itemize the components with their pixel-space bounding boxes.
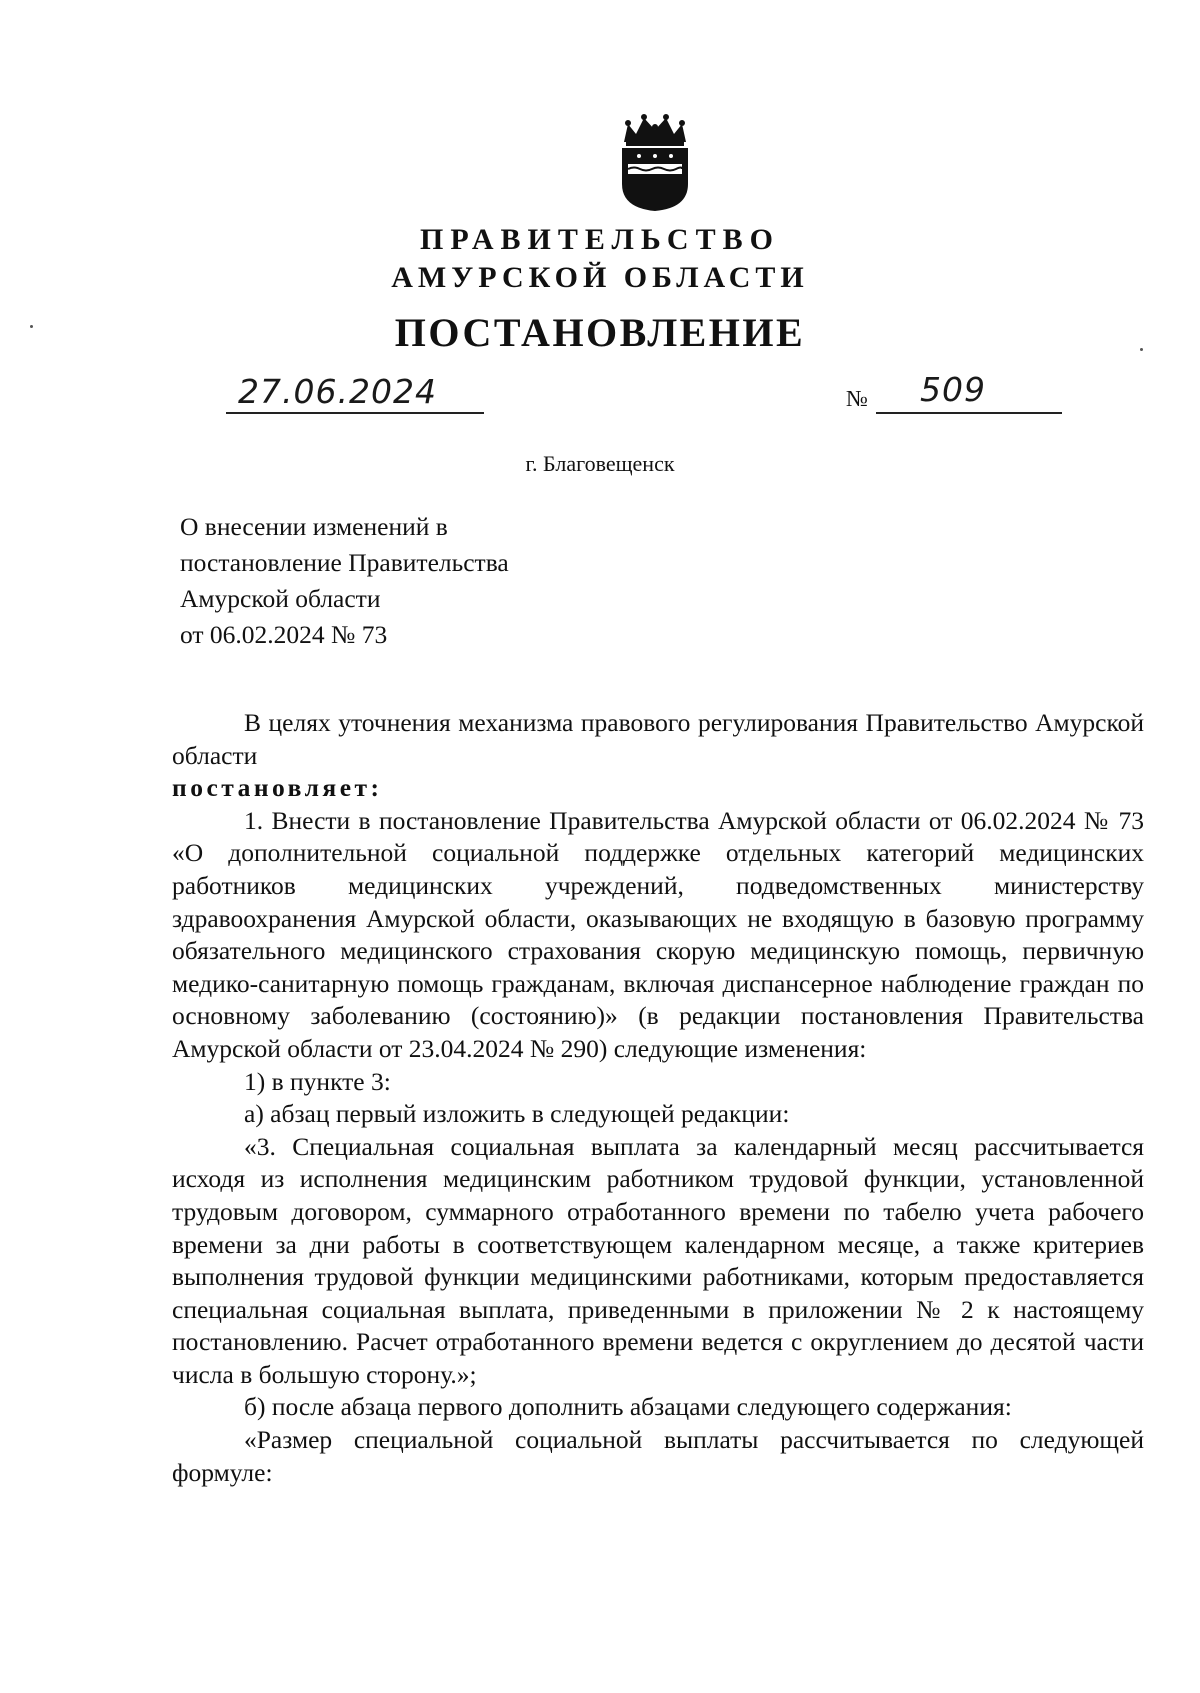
quoted-clause-3: «3. Специальная социальная выплата за календарный месяц рассчитывается исходя из исполнения медицинским работником трудовой функции, установленной трудовым договором, суммарного отработанного времени по табелю учета рабочего времени за дни работы в соответствующем календарном месяце, а также критериев выполнения трудовой функции медицинскими работниками, которым предоставляется специальная социальная выплата, приведенными в приложении № 2 к настоящему постановлению. Расчет отработанного времени ведется с округлением до десятой части числа в большую сторону.»; bbox=[172, 1131, 1144, 1389]
item-1-paragraph: 1. Внести в постановление Правительства Амурской области от 06.02.2024 № 73 «О дополнительной социальной поддержке отдельных категорий медицинских работников медицинских учреждений, подведомственных министерству здравоохранения Амурской области, оказывающих не входящую в базовую программу обязательного медицинского страхования скорую медицинскую помощь, первичную медико-санитарную помощь гражданам, включая диспансерное наблюдение граждан по основному заболеванию (состоянию)» (в редакции постановления Правительства Амурской области от 23.04.2024 № 290) следующие изменения: bbox=[172, 805, 1144, 1063]
number-sign: № bbox=[846, 386, 868, 411]
government-title: ПРАВИТЕЛЬСТВО bbox=[420, 223, 780, 256]
decree-date: 27.06.2024 bbox=[238, 372, 437, 411]
resolves-heading: постановляет: bbox=[172, 773, 383, 803]
decree-number: 509 bbox=[920, 370, 986, 409]
city: г. Благовещенск bbox=[525, 451, 675, 476]
subject-line: Амурской области bbox=[180, 584, 381, 613]
number-underline bbox=[876, 412, 1062, 414]
region-title: АМУРСКОЙ ОБЛАСТИ bbox=[391, 261, 809, 294]
document-type: ПОСТАНОВЛЕНИЕ bbox=[394, 310, 806, 355]
preamble-paragraph: В целях уточнения механизма правового регулирования Правительство Амурской области bbox=[172, 708, 1144, 770]
subject-line: О внесении изменений в bbox=[180, 512, 448, 541]
subject-block bbox=[180, 509, 740, 653]
subitem-a-paragraph: а) абзац первый изложить в следующей редакции: bbox=[244, 1099, 790, 1129]
formula-intro-paragraph: «Размер специальной социальной выплаты рассчитывается по следующей формуле: bbox=[172, 1425, 1144, 1487]
subitem-b-paragraph: б) после абзаца первого дополнить абзацами следующего содержания: bbox=[244, 1392, 1012, 1422]
scan-speck bbox=[1140, 348, 1143, 351]
subject-line: постановление Правительства bbox=[180, 548, 509, 577]
scan-speck bbox=[30, 325, 33, 328]
document-body bbox=[172, 707, 1144, 1489]
subitem-1-paragraph: 1) в пункте 3: bbox=[244, 1066, 391, 1096]
date-underline bbox=[226, 412, 484, 414]
coat-of-arms-icon bbox=[614, 112, 696, 212]
subject-line: от 06.02.2024 № 73 bbox=[180, 620, 388, 649]
